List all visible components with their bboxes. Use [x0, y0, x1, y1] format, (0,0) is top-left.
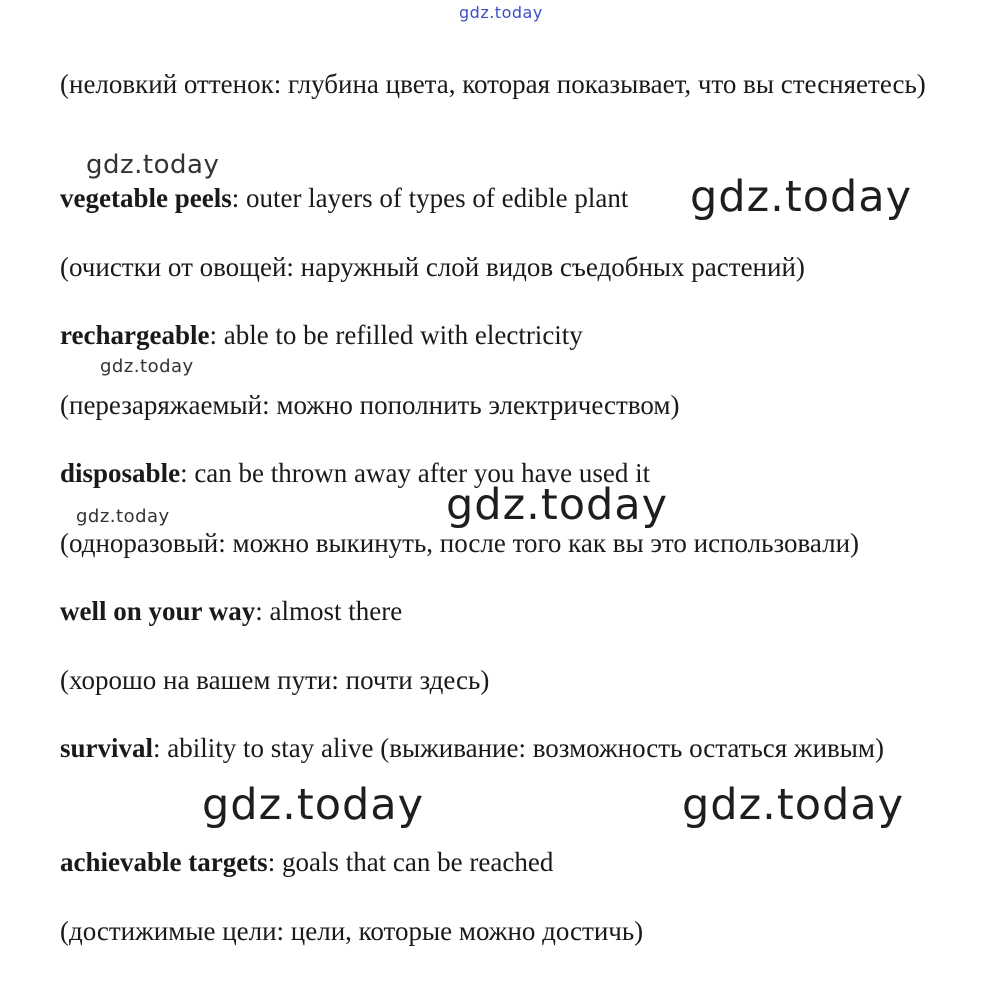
- entry-5-paragraph: [60, 726, 938, 770]
- watermark-4: gdz.today: [446, 480, 669, 530]
- entry-6-definition: : goals that can be reached: [267, 847, 554, 877]
- entry-4-term: well on your way: [60, 596, 256, 626]
- entry-2-line: [60, 313, 938, 357]
- entry-6-term: achievable targets: [60, 847, 268, 877]
- watermark-3: gdz.today: [100, 356, 194, 377]
- watermark-top: gdz.today: [459, 3, 543, 22]
- entry-2-term: rechargeable: [60, 320, 210, 350]
- watermark-6: gdz.today: [202, 780, 425, 830]
- entry-6-translation: (достижимые цели: цели, которые можно достичь): [60, 916, 644, 946]
- entry-5-term: survival: [60, 733, 154, 763]
- entry-4-definition: : almost there: [255, 596, 403, 626]
- watermark-2: gdz.today: [690, 172, 913, 222]
- entry-3-term: disposable: [60, 458, 181, 488]
- entry-4-translation: (хорошо на вашем пути: почти здесь): [60, 665, 490, 695]
- entry-0-definition: (неловкий оттенок: глубина цвета, которая показывает, что вы стесняетесь): [60, 69, 926, 99]
- entry-2-translation: (перезаряжаемый: можно пополнить электричеством): [60, 390, 680, 420]
- entry-0-paragraph: [60, 62, 938, 106]
- entry-1-definition: : outer layers of types of edible plant: [231, 183, 629, 213]
- watermark-7: gdz.today: [682, 780, 905, 830]
- entry-1-term: vegetable peels: [60, 183, 232, 213]
- entry-3-translation: (одноразовый: можно выкинуть, после того как вы это использовали): [60, 528, 860, 558]
- entry-5-definition: : ability to stay alive (выживание: возможность остаться живым): [153, 733, 885, 763]
- entry-3-definition: : can be thrown away after you have used it: [180, 458, 651, 488]
- entry-1-translation: (очистки от овощей: наружный слой видов съедобных растений): [60, 252, 805, 282]
- watermark-5: gdz.today: [76, 506, 170, 527]
- entry-6-line: [60, 840, 938, 884]
- watermark-1: gdz.today: [86, 150, 220, 180]
- entry-4-line: [60, 589, 938, 633]
- entry-2-definition: : able to be refilled with electricity: [209, 320, 583, 350]
